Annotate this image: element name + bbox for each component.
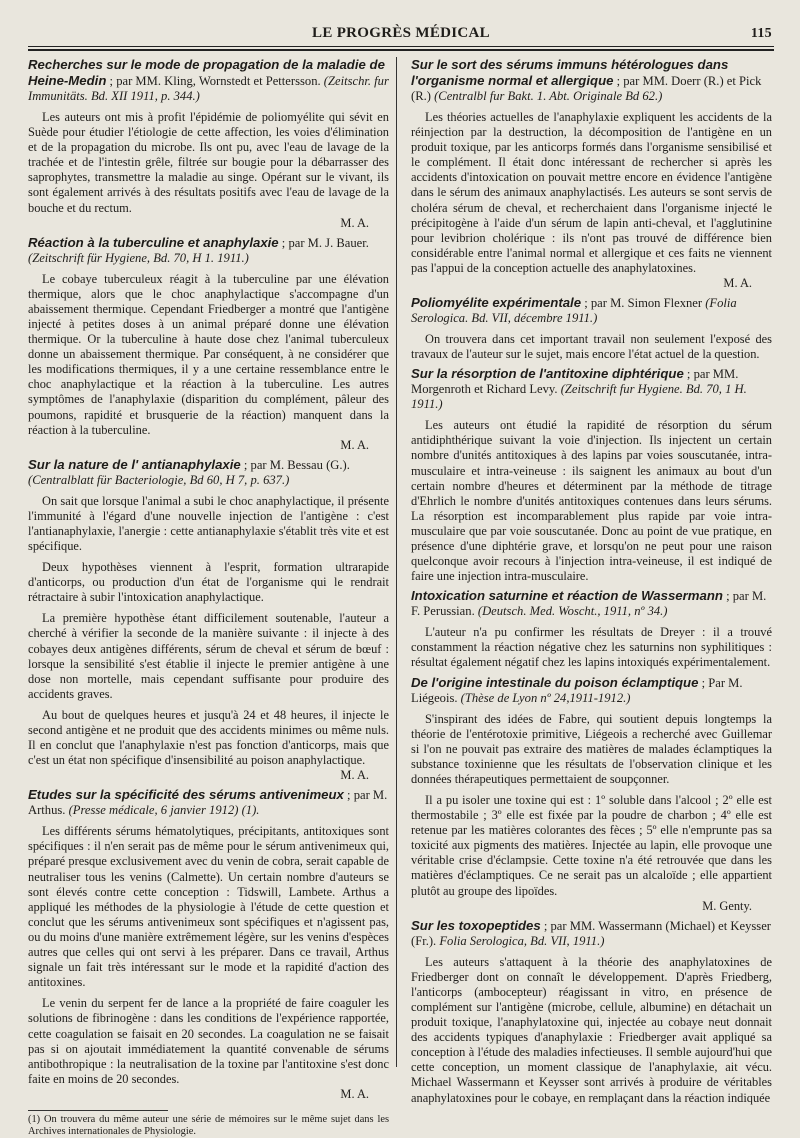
running-header <box>30 18 772 42</box>
article <box>28 787 389 1102</box>
article <box>28 57 389 231</box>
header-double-rule <box>28 49 774 51</box>
article <box>411 588 772 670</box>
header-rule <box>28 46 774 47</box>
article-citation: (Folia Serologica. Bd. VII, décembre 1911.) <box>411 296 737 326</box>
article-paragraph: On sait que lorsque l'animal a subi le choc anaphylactique, il présente l'immunité à l'égard d'une nouvelle injection de l'antigène : c'est l'antianaphylaxie, l'anergie : cette antianaphylaxie s'établit très vite et est spécifique. <box>28 493 389 553</box>
article <box>28 235 389 453</box>
article-citation: (Presse médicale, 6 janvier 1912) (1). <box>68 803 260 818</box>
article-heading: Intoxication saturnine et réaction de Wassermann <box>411 588 723 604</box>
article-paragraph: Deux hypothèses viennent à l'esprit, formation ultrarapide d'anticorps, ou production d'un état de l'organisme qui le rendrait rétractaire à subir l'intoxication anaphylactique. <box>28 560 389 605</box>
article-heading: De l'origine intestinale du poison éclamptique <box>411 674 699 690</box>
article-authors: ; Par M. Liégeois. <box>411 675 743 705</box>
article-paragraph: On trouvera dans cet important travail non seulement l'exposé des travaux de l'auteur sur le sujet, mais encore l'état actuel de la question. <box>411 332 772 362</box>
article-citation: (Thèse de Lyon nº 24,1911-1912.) <box>460 690 631 705</box>
article-heading: Sur les toxopeptides <box>411 917 541 933</box>
footnote-rule <box>28 1110 168 1111</box>
article-signature: M. A. <box>340 215 369 230</box>
article <box>411 366 772 584</box>
article-header <box>28 235 389 266</box>
article-paragraph: Le cobaye tuberculeux réagit à la tuberculine par une élévation thermique, alors que le choc anaphylactique s'accompagne d'un abaissement thermique. Cependant Friedberger a montré que l'antigène injecté à petites doses à un animal préparé donne une élévation thermique. Or la tuberculine à haute dose chez l'animal tuberculeux donne un abaissement thermique. Par conséquent, à ne considérer que les modifications thermiques, il y a une certaine ressemblance entre le choc anaphylactique et la réaction à la tuberculine. Les autres symptômes de l'anaphylaxie (disparition du complément, pâleur des poumons, rapidité et brusquerie de la réaction) manquent dans la réaction à la tuberculine. <box>28 271 389 437</box>
article-paragraph: Les auteurs ont mis à profit l'épidémie de poliomyélite qui sévit en Suède pour étudier l'étiologie de cette affection, les voies d'élimination et de la propagation du microbe. Ils ont pu, avec l'eau de lavage de la trachée et de l'intestin grêle, filtrée sur bougie pour la débarrasser des saprophytes, transmettre la maladie au singe. Opérant sur le vivant, ils sont également arrivés à des résultats positifs avec l'eau de lavage de la bouche et du rectum. <box>28 110 389 215</box>
article-authors: ; par MM. Wassermann (Michael) et Keysser (Fr.). <box>411 918 771 948</box>
article-authors: ; par MM. Morgenroth et Richard Levy. <box>411 367 739 397</box>
article-heading: Etudes sur la spécificité des sérums antivenimeux <box>28 787 344 803</box>
article-header <box>411 295 772 326</box>
article-citation: Folia Serologica, Bd. VII, 1911.) <box>439 933 605 948</box>
article-signature: M. A. <box>340 768 369 783</box>
article-citation: (Zeitschrift für Hygiene, Bd. 70, H 1. 1911.) <box>28 250 249 265</box>
article-authors: ; par M. J. Bauer. <box>278 235 369 250</box>
article-header <box>411 675 772 706</box>
article-signature: M. A. <box>340 1086 369 1101</box>
article-signature: M. Genty. <box>702 898 752 913</box>
article-paragraph: Il a pu isoler une toxine qui est : 1º soluble dans l'alcool ; 2º elle est thermostabile ; 3º elle est fixée par la poudre de charbon ; 4º elle est retenue par les matières colorantes des fèces ; 5º elle n'emprunte pas sa toxicité aux pigments des matières. Injectée au lapin, elle provoque une véritable crise d'éclampsie. Cette toxine n'a été retrouvée que dans les matières d'éclamptiques. Ce ne serait pas un alcaloïde ; elle appartient plutôt au groupe des lipoïdes. <box>411 793 772 898</box>
article-heading: Sur la nature de l' antianaphylaxie <box>28 456 241 472</box>
right-column <box>411 57 772 1105</box>
article-columns <box>28 57 772 1137</box>
article-paragraph: Le venin du serpent fer de lance a la propriété de faire coaguler les solutions de fibrinogène : dans les conditions de l'expérience rapportée, cette coagulation se faisait en 20 secondes. La coagulation ne se faisait pas si on ajoutait immédiatement la quantité convenable de sérums antibothropique : la neutralisation de la toxine par l'antitoxine s'est donc faite en moins de 20 secondes. <box>28 996 389 1086</box>
journal-title: LE PROGRÈS MÉDICAL <box>312 25 490 41</box>
article-heading: Réaction à la tuberculine et anaphylaxie <box>28 234 279 250</box>
article <box>411 295 772 362</box>
article-paragraph: Au bout de quelques heures et jusqu'à 24 et 48 heures, il injecte le second antigène et ne produit que des accidents minimes ou même nuls. Il en conclut que l'anaphylaxie n'est pas fonction d'anticorps, mais que c'est un état non spécifique d'insensibilité au poison anaphylactique. <box>28 707 389 768</box>
article-citation: (Zeitschrift fur Hygiene. Bd. 70, 1 H. 1911.) <box>411 382 747 412</box>
article-heading: Sur la résorption de l'antitoxine diphtérique <box>411 366 684 382</box>
article-authors: ; par M. Arthus. <box>28 788 388 818</box>
article <box>28 457 389 784</box>
article-header <box>28 57 389 104</box>
article-header <box>411 588 772 619</box>
article-paragraph: Les différents sérums hématolytiques, précipitants, antitoxiques sont spécifiques : il n'en serait pas de même pour le sérum antivenimeux qui, préparé presque exclusivement avec du venin de cobra, serait capable de neutraliser tous les venins (Calmette). Un certain nombre d'auteurs se sont élevés contre cette conception : Tidswill, Lambete. Arthus a appliqué les méthodes de la physiologie à l'étude de cette question et conclut que les sérums antivenimeux sont spécifiques et n'agissent pas, ou du moins d'une manière extrêmement légère, sur les venins d'espèces autres que celles qui ont servi à les préparer. Dans ce travail, Arthus signale un fait très intéressant sur le mode et la rapidité d'action des antitoxines. <box>28 824 389 990</box>
article-citation: (Centralbl fur Bakt. 1. Abt. Originale Bd 62.) <box>434 89 663 103</box>
article <box>411 57 772 291</box>
article-citation: (Zeitschr. fur Immunitäts. Bd. XII 1911, p. 344.) <box>28 74 389 103</box>
article-authors: ; par M. F. Perussian. <box>411 589 767 619</box>
article <box>411 675 772 914</box>
article-paragraph: Les auteurs ont étudié la rapidité de résorption du sérum antidiphthérique suivant la voie d'injection. Ils injectent un certain nombre d'unités antitoxiques à des lapins par voies souscutanée, intra-musculaire et intra-veineuse : ils saignent les animaux au bout d'un certain nombre d'heures et déterminent par la méthode de titrage d'Ehrlich le nombre d'unités antitoxiques contenues dans leurs sérums. La résorption est incomparablement plus rapide par voie intra-musculaire que par voie souscutanée. Donc au point de vue pratique, en présence d'une diphtérie grave, et lorsqu'on ne peut pour une raison quelconque avoir recours à l'injection intra-veineuse, il est indiqué de faire une injection intra-musculaire. <box>411 418 772 584</box>
article-heading: Recherches sur le mode de propagation de la maladie de Heine-Medin <box>28 57 385 88</box>
article-header <box>28 787 389 818</box>
article <box>411 918 772 1106</box>
article-paragraph: L'auteur n'a pu confirmer les résultats de Dreyer : il a trouvé constamment la réaction négative chez les saturnins non syphilitiques : résultat également négatif chez les lapins intoxiqués expérimentalement. <box>411 625 772 670</box>
article-signature: M. A. <box>340 437 369 452</box>
article-citation: (Centralblatt für Bacteriologie, Bd 60, H 7, p. 637.) <box>28 472 290 487</box>
page-number: 115 <box>750 26 772 41</box>
article-header <box>411 918 772 949</box>
article-paragraph: Les auteurs s'attaquent à la théorie des anaphylatoxines de Friedberger dont on connaît le développement. D'après Friedberg, l'anticorps (ambocepteur) réagissant in vitro, en présence de complément sur l'antigène (microbe, cellule, albumine) en détachait un produit toxique, l'anaphylatoxine qui, injectée au cobaye neut donnait des accidents typiques d'anaphylaxie : Friedberger avait appliqué sa conception à l'étude des maladies infectieuses. Il semble aujourd'hui que cette conception, un moment classique de l'anaphylaxie, ait vécu. Michael Wassermann et Keysser sont arrivés à produire de véritables anaphylatoxines pour le cobaye, en remplaçant dans la réaction indiquée <box>411 954 772 1105</box>
article-paragraph: S'inspirant des idées de Fabre, qui soutient depuis longtemps la théorie de l'entérotoxie primitive, Liégeois a recherché avec Guillemar si l'on ne pouvait pas extraire des matières de malades éclamptiques la substance toxinienne que les résultats de l'observation clinique et les données thérapeutiques permettaient de soupçonner. <box>411 711 772 786</box>
article-header <box>28 457 389 488</box>
footnote: (1) On trouvera du même auteur une série de mémoires sur le même sujet dans les Archives internationales de Physiologie. <box>28 1113 389 1137</box>
article-signature: M. A. <box>723 276 752 291</box>
article-citation: (Deutsch. Med. Woscht., 1911, nº 34.) <box>477 604 668 619</box>
article-authors: ; par MM. Doerr (R.) et Pick (R.) <box>411 74 762 103</box>
article-header <box>411 366 772 412</box>
article-heading: Poliomyélite expérimentale <box>411 295 582 311</box>
article-authors: ; par M. Simon Flexner <box>581 296 706 311</box>
article-authors: ; par M. Bessau (G.). <box>240 457 350 472</box>
article-paragraph: Les théories actuelles de l'anaphylaxie expliquent les accidents de la réinjection par la destruction, la décomposition de l'antigène en un produit toxique, par les anticorps formés dans l'organisme sensibilisé et le complément. Il était donc intéressant de rechercher si après les accidents d'intoxication on pouvait mettre encore en évidence l'antigène dans le sérum des animaux anaphylactisés. Les auteurs se sont servis de choléra sérum de cheval, et recherchaient dans l'organisme injecté le précipitogène à l'aide d'un sérum de lapin anti-cheval, et l'agglutinine pour levibrion cholérique : ils n'ont pas trouvé de différence bien considérable entre l'animal normal et allergique et ces faits ne viennent pas l'appui de la conception actuelle des anaphylatoxines. <box>411 110 772 275</box>
article-paragraph: La première hypothèse étant difficilement soutenable, l'auteur a cherché à vérifier la seconde de la manière suivante : il injecte à des cobayes deux antigènes différents, sérum de cheval et sérum de bœuf : lorsque la sensibilité s'est établie il injecte le premier antigène à une dose non mortelle, mais cependant suffisante pour produire des accidents graves. <box>28 611 389 701</box>
left-column <box>28 57 397 1137</box>
article-authors: ; par MM. Kling, Wornstedt et Pettersson. <box>106 74 324 88</box>
article-header <box>411 57 772 104</box>
article-heading: Sur le sort des sérums immuns hétérologues dans l'organisme normal et allergique <box>411 57 729 88</box>
